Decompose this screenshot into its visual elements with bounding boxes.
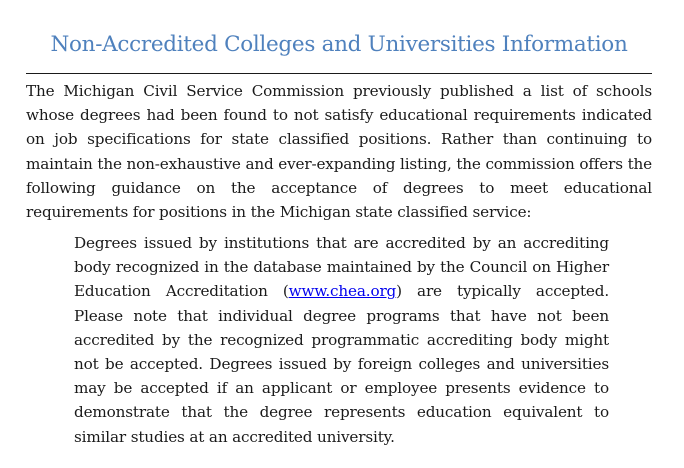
guidance-blockquote <box>74 231 609 449</box>
title-divider <box>26 73 652 74</box>
page-title: Non-Accredited Colleges and Universities Information <box>50 32 628 57</box>
chea-link[interactable]: www.chea.org <box>288 282 397 301</box>
guidance-text-before-link: Degrees issued by institutions that are accredited by an accrediting body recognized in the database maintained by the Council on Higher Education Accreditation ( <box>74 234 609 301</box>
guidance-text-after-link: ) are typically accepted. Please note that individual degree programs that have not been accredited by the recognized programmatic accrediting body might not be accepted. Degrees issued by foreign colleges and universities may be accepted if an applicant or employee presents evidence to demonstrate that the degree represents education equivalent to similar studies at an accredited university. <box>74 282 609 446</box>
intro-paragraph: The Michigan Civil Service Commission previously published a list of schools whose degrees had been found to not satisfy educational requirements indicated on job specifications for state classified positions. Rather than continuing to maintain the non-exhaustive and ever-expanding listing, the commission offers the following guidance on the acceptance of degrees to meet educational requirements for positions in the Michigan state classified service: <box>26 82 652 222</box>
